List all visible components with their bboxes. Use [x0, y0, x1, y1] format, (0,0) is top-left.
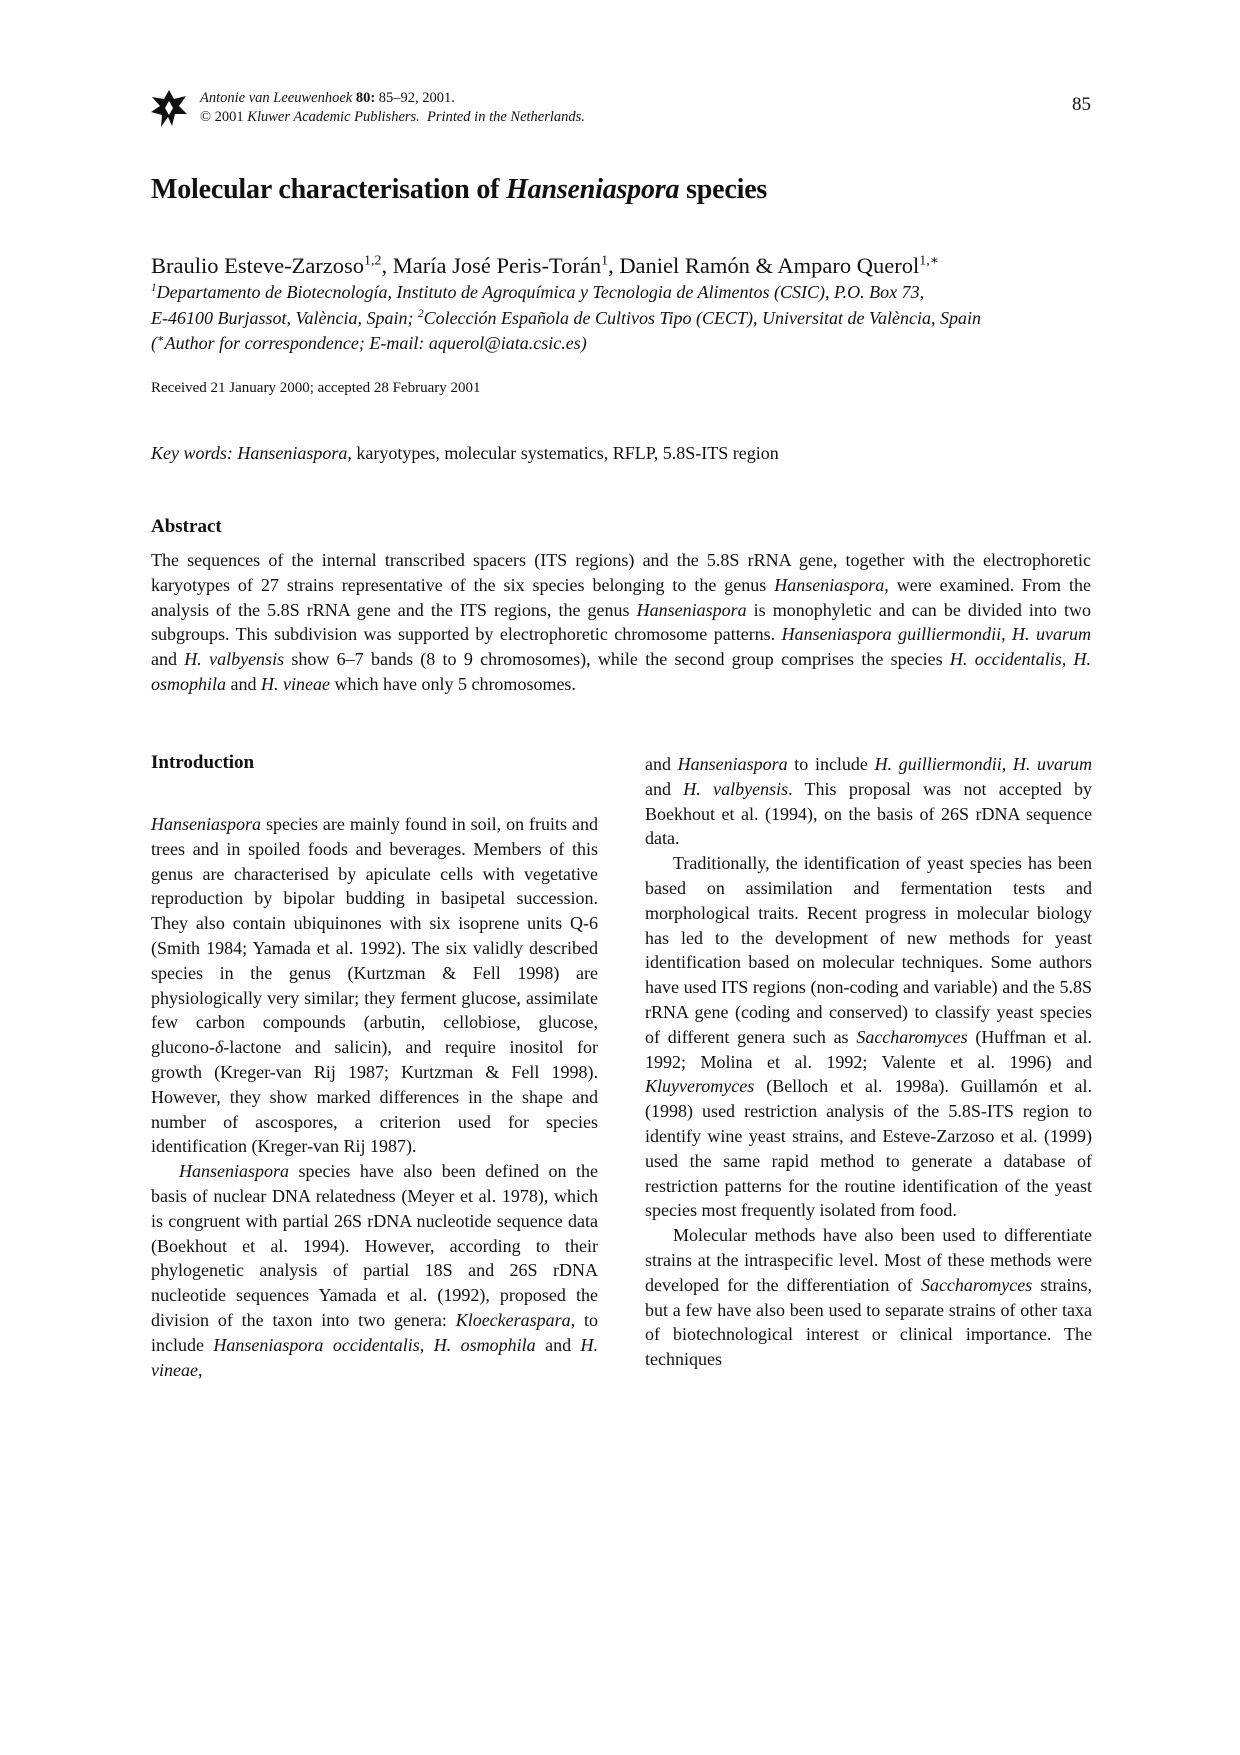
intro-paragraph [645, 752, 1092, 851]
body-run: . This proposal was not accepted by Boekhout et al. (1994), on the basis of 26S rDNA sequence data. [645, 778, 1092, 849]
body-run: species are mainly found in soil, on fruits and trees and in spoiled foods and beverages. Members of this genus are characterised by apiculate cells with vegetative reproduction by bipolar budding in basipetal succession. They also contain ubiquinones with six isoprene units Q-6 (Smith 1984; Yamada et al. 1992). The six validly described species in the genus (Kurtzman & Fell 1998) are physiologically very similar; they ferment glucose, assimilate few carbon compounds (arbutin, cellobiose, glucose, glucono- [151, 814, 598, 1058]
intro-paragraph [151, 1159, 598, 1382]
keywords-label: Key words: [151, 443, 238, 463]
body-run: and [645, 778, 684, 799]
affiliations [151, 280, 1111, 357]
correspondence-paren: ( [151, 333, 157, 353]
abstract-italic: Hanseniaspora guilliermondii, H. uvarum [781, 624, 1091, 645]
abstract-run: and [226, 673, 262, 694]
abstract-italic: H. valbyensis [184, 649, 285, 670]
author-affiliation-mark: 1,2 [364, 253, 382, 269]
author-separator: , [608, 253, 620, 278]
journal-pages-year: 85–92, 2001. [375, 90, 455, 106]
body-run: Traditionally, the identification of yeast species has been based on assimilation and fermentation tests and morphological traits. Recent progress in molecular biology has led to the development of new methods for yeast identification based on molecular techniques. Some authors have used ITS regions (non-coding and variable) and the 5.8S rRNA gene (coding and conserved) to classify yeast species of different genera such as [645, 853, 1092, 1047]
body-italic: Hanseniaspora [677, 754, 788, 774]
title-text-end: species [679, 174, 768, 205]
affiliation-line: E-46100 Burjassot, València, Spain; [151, 307, 418, 328]
article-title [151, 174, 767, 206]
body-italic: δ [214, 1037, 224, 1058]
body-run: and [645, 754, 678, 774]
body-run: , to include [151, 1309, 598, 1355]
journal-citation [200, 89, 585, 127]
body-run: , [197, 1359, 203, 1380]
author-affiliation-mark: 1,∗ [919, 253, 940, 269]
body-italic: Hanseniaspora [179, 1161, 290, 1182]
journal-name: Antonie van Leeuwenhoek [200, 90, 353, 106]
body-italic: H. valbyensis [683, 778, 789, 799]
publisher-name: Kluwer Academic Publishers. [247, 109, 420, 125]
keywords [151, 443, 779, 464]
abstract-heading: Abstract [151, 516, 222, 537]
left-column [151, 812, 598, 1382]
body-run: (Belloch et al. 1998a). Guillamón et al. (1998) used restriction analysis of the 5.8S-ITS region to identify wine yeast strains, and Esteve-Zarzoso et al. (1999) used the same rapid method to generate a database of restriction patterns for the routine identification of the yeast species most frequently isolated from food. [645, 1076, 1092, 1221]
body-italic: Saccharomyces [920, 1274, 1033, 1295]
body-italic: Saccharomyces [856, 1026, 968, 1047]
body-italic: H. guilliermondii, H. uvarum [874, 754, 1092, 774]
keyword-genus: Hanseniaspora [237, 443, 348, 463]
journal-volume: 80: [355, 90, 376, 106]
correspondence-email: Author for correspondence; E-mail: aquerol@iata.csic.es) [164, 333, 587, 353]
abstract-italic: H. occidentalis, H. osmophila [151, 649, 1091, 694]
abstract-italic: Hanseniaspora [636, 599, 747, 620]
correspondence-mark: ∗ [157, 333, 165, 345]
copyright-prefix: © 2001 [200, 109, 248, 125]
body-italic: Hanseniaspora [151, 814, 262, 834]
body-run: to include [787, 754, 875, 774]
body-run: species have also been defined on the basis of nuclear DNA relatedness (Meyer et al. 1978), which is congruent with partial 26S rDNA nucleotide sequence data (Boekhout et al. 1994). However, according to their phylogenetic analysis of partial 18S and 26S rDNA nucleotide sequences Yamada et al. (1992), proposed the division of the taxon into two genera: [151, 1161, 598, 1330]
author-name: Daniel Ramón & Amparo Querol [619, 253, 920, 278]
right-column [645, 752, 1092, 1372]
publisher-logo-icon [150, 87, 188, 129]
affiliation-line: Colección Española de Cultivos Tipo (CECT), Universitat de València, Spain [423, 307, 982, 328]
abstract-run: , were examined. From the analysis of the 5.8S rRNA gene and the ITS regions, the genus [151, 574, 1091, 620]
abstract-run: is monophyletic and can be divided into two subgroups. This subdivision was supported by electrophoretic chromosome patterns. [151, 599, 1091, 645]
affiliation-mark: 1 [151, 282, 157, 294]
abstract-run: and [151, 649, 185, 670]
abstract-run: The sequences of the internal transcribed spacers (ITS regions) and the 5.8S rRNA gene, together with the electrophoretic karyotypes of 27 strains representative of the six species belonging to the genus [151, 550, 1091, 595]
printed-note: Printed in the Netherlands. [427, 109, 585, 125]
keywords-list: , karyotypes, molecular systematics, RFLP, 5.8S-ITS region [347, 443, 779, 463]
affiliation-line: Departamento de Biotecnología, Instituto de Agroquímica y Tecnologia de Alimentos (CSIC), P.O. Box 73, [156, 282, 925, 302]
body-run: -lactone and salicin), and require inositol for growth (Kreger-van Rij 1987; Kurtzman & Fell 1998). However, they show marked differences in the shape and number of ascospores, a criterion used for species identification (Kreger-van Rij 1987). [151, 1037, 598, 1157]
author-name: María José Peris-Torán [392, 253, 602, 278]
body-run: (Huffman et al. 1992; Molina et al. 1992; Valente et al. 1996) and [645, 1026, 1092, 1072]
introduction-heading: Introduction [151, 752, 255, 773]
abstract-italic: H. vineae [261, 673, 330, 694]
intro-paragraph [151, 812, 598, 1159]
received-dates: Received 21 January 2000; accepted 28 February 2001 [151, 380, 481, 396]
intro-paragraph [645, 851, 1092, 1223]
author-affiliation-mark: 1 [601, 253, 609, 269]
intro-paragraph [645, 1223, 1092, 1372]
author-separator: , [381, 253, 393, 278]
abstract-run: which have only 5 chromosomes. [329, 673, 576, 694]
abstract-text [151, 548, 1091, 697]
page-number: 85 [1072, 94, 1091, 115]
title-text: Molecular characterisation of [151, 174, 507, 205]
abstract-italic: Hanseniaspora [774, 574, 885, 595]
body-run: Molecular methods have also been used to differentiate strains at the intraspecific level. Most of these methods were developed for the differentiation of [645, 1225, 1092, 1295]
body-italic: Hanseniaspora occidentalis, H. osmophila [213, 1334, 536, 1355]
body-italic: H. vineae [151, 1334, 598, 1380]
body-run: strains, but a few have also been used to separate strains of other taxa of biotechnological interest or clinical importance. The techniques [645, 1274, 1093, 1370]
author-list [151, 253, 939, 279]
title-genus: Hanseniaspora [506, 174, 680, 205]
body-italic: Kluyveromyces [645, 1076, 755, 1097]
affiliation-mark: 2 [417, 307, 424, 320]
body-run: and [535, 1334, 581, 1355]
abstract-run: show 6–7 bands (8 to 9 chromosomes), while the second group comprises the species [284, 649, 950, 670]
author-name: Braulio Esteve-Zarzoso [151, 253, 365, 278]
body-italic: Kloeckeraspara [455, 1309, 571, 1330]
